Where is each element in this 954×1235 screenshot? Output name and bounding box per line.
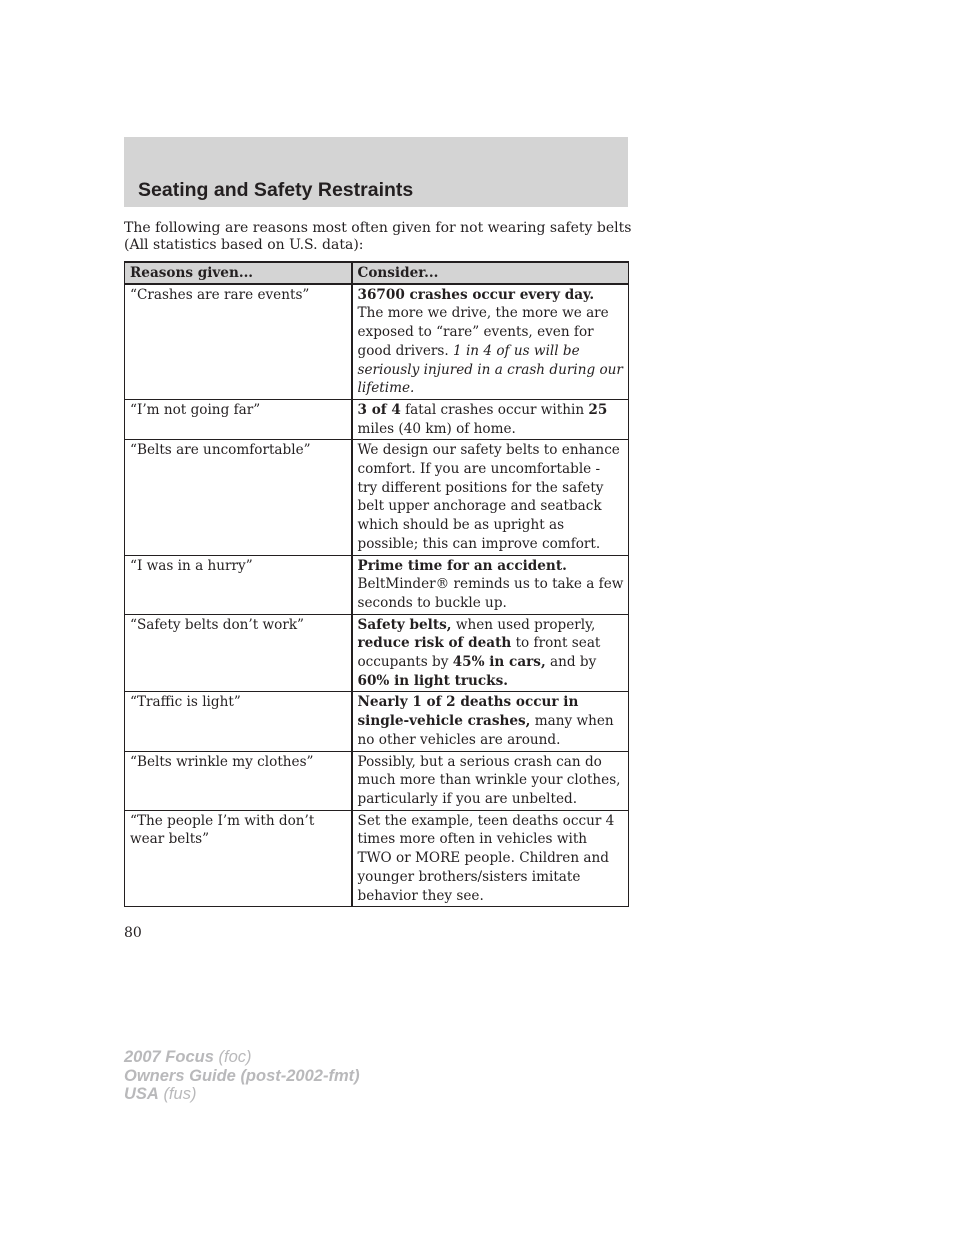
- text-segment: Set the example, teen deaths occur 4 times more often in vehicles with TWO or MORE people. Children and younger brothers/sisters imitate behavior they see.: [357, 812, 615, 904]
- table-row: [125, 614, 629, 692]
- table-row: [125, 440, 629, 555]
- consider-cell: [352, 555, 629, 614]
- footer-region: USA: [124, 1085, 159, 1103]
- reason-cell: “Belts wrinkle my clothes”: [125, 751, 352, 810]
- consider-cell: [352, 810, 629, 907]
- footer-doc-info: [124, 1048, 360, 1104]
- consider-cell: [352, 440, 629, 555]
- reason-cell: “I’m not going far”: [125, 399, 352, 439]
- consider-cell: [352, 614, 629, 692]
- consider-cell: [352, 284, 629, 400]
- table-row: [125, 284, 629, 400]
- reason-cell: “The people I’m with don’t wear belts”: [125, 810, 352, 907]
- table-row: [125, 555, 629, 614]
- text-segment: when used properly,: [451, 616, 596, 633]
- text-segment: We design our safety belts to enhance comfort. If you are uncomfortable - try different positions for the safety belt upper anchorage and seatback which should be as upright as possible; this can improve comfort.: [357, 442, 620, 552]
- bold-text: 25: [588, 401, 608, 418]
- column-header-consider: Consider...: [352, 262, 629, 284]
- section-header-band: [124, 137, 628, 207]
- table-row: [125, 810, 629, 907]
- reason-cell: “I was in a hurry”: [125, 555, 352, 614]
- reason-cell: “Traffic is light”: [125, 692, 352, 751]
- bold-text: Prime time for an accident.: [357, 557, 567, 574]
- footer-line-2: [124, 1067, 360, 1086]
- consider-cell: [352, 399, 629, 439]
- footer-line-1: [124, 1048, 360, 1067]
- reason-cell: “Belts are uncomfortable”: [125, 440, 352, 555]
- italic-text: 1 in 4 of us will be seriously injured in a crash during our lifetime.: [357, 342, 623, 397]
- section-title: Seating and Safety Restraints: [138, 179, 414, 201]
- reasons-table: [124, 261, 629, 907]
- text-segment: fatal crashes occur within: [400, 401, 589, 418]
- table-body: [125, 284, 629, 907]
- text-segment: miles (40 km) of home.: [357, 420, 516, 437]
- table-header-row: [125, 262, 629, 284]
- bold-text: 3 of 4: [357, 401, 401, 418]
- bold-text: 60% in light trucks.: [357, 672, 508, 689]
- table-row: [125, 692, 629, 751]
- text-segment: BeltMinder® reminds us to take a few seconds to buckle up.: [357, 576, 624, 611]
- table-row: [125, 751, 629, 810]
- page-number: 80: [124, 925, 142, 941]
- footer-region-code: (fus): [163, 1085, 197, 1103]
- text-segment: Possibly, but a serious crash can do much more than wrinkle your clothes, particularly if you are unbelted.: [357, 753, 621, 807]
- bold-text: reduce risk of death: [357, 635, 512, 652]
- text-segment: many when no other vehicles are around.: [357, 713, 614, 748]
- text-segment: to front seat occupants by: [357, 635, 601, 671]
- intro-paragraph: The following are reasons most often given for not wearing safety belts (All statistics based on U.S. data):: [124, 220, 632, 253]
- text-segment: and by: [545, 654, 597, 671]
- table-row: [125, 399, 629, 439]
- consider-cell: [352, 692, 629, 751]
- bold-text: 36700 crashes occur every day.: [357, 286, 595, 303]
- consider-cell: [352, 751, 629, 810]
- bold-text: 45% in cars,: [452, 654, 546, 671]
- footer-model: 2007 Focus: [124, 1048, 214, 1066]
- column-header-reasons: Reasons given...: [125, 262, 352, 284]
- reason-cell: “Crashes are rare events”: [125, 284, 352, 400]
- text-segment: The more we drive, the more we are exposed to “rare” events, even for good drivers.: [357, 305, 609, 359]
- footer-line-3: [124, 1085, 360, 1104]
- reason-cell: “Safety belts don’t work”: [125, 614, 352, 692]
- footer-model-code: (foc): [218, 1048, 252, 1066]
- footer-guide: Owners Guide (post-2002-fmt): [124, 1066, 360, 1085]
- bold-text: Nearly 1 of 2 deaths occur in single-vehicle crashes,: [357, 694, 579, 730]
- bold-text: Safety belts,: [357, 616, 452, 633]
